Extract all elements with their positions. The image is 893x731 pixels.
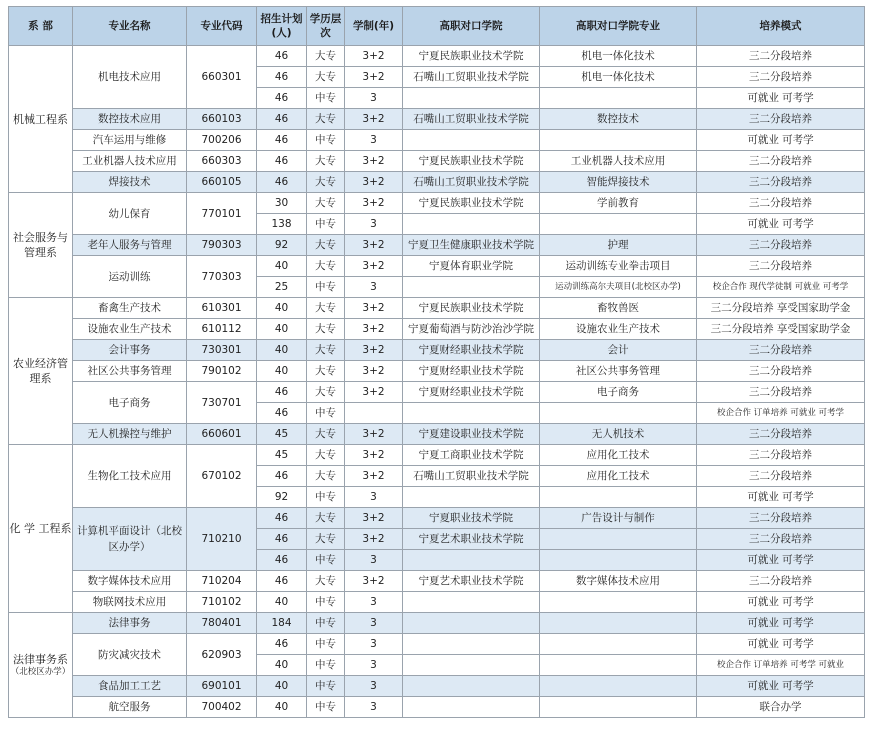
level-cell: 中专 [307,592,345,613]
years-cell: 3 [345,697,403,718]
major-code: 710102 [187,592,257,613]
level-cell: 大专 [307,235,345,256]
enrollment-table-container [8,6,865,718]
plan-cell: 45 [257,424,307,445]
major-name: 汽车运用与维修 [73,130,187,151]
years-cell: 3+2 [345,382,403,403]
college-major-cell: 数字媒体技术应用 [540,571,697,592]
mode-cell: 三二分段培养 [697,466,865,487]
major-code: 780401 [187,613,257,634]
level-cell: 中专 [307,403,345,424]
plan-cell: 46 [257,130,307,151]
level-cell: 大专 [307,382,345,403]
level-cell: 大专 [307,529,345,550]
header-dept: 系 部 [9,7,73,46]
college-major-cell: 运动训练高尔夫项目(北校区办学) [540,277,697,298]
mode-cell: 可就业 可考学 [697,676,865,697]
dept-note-law: （北校区办学） [10,667,71,677]
plan-cell: 46 [257,466,307,487]
mode-cell: 三二分段培养 [697,172,865,193]
college-major-cell [540,214,697,235]
major-name: 机电技术应用 [73,46,187,109]
mode-cell: 校企合作 订单培养 可考学 可就业 [697,655,865,676]
level-cell: 大专 [307,340,345,361]
college-major-cell [540,130,697,151]
mode-cell: 三二分段培养 [697,571,865,592]
table-row [9,151,865,172]
plan-cell: 46 [257,88,307,109]
college-cell: 宁夏葡萄酒与防沙治沙学院 [403,319,540,340]
plan-cell: 46 [257,571,307,592]
mode-cell: 校企合作 订单培养 可就业 可考学 [697,403,865,424]
header-plan: 招生计划(人) [257,7,307,46]
mode-cell: 可就业 可考学 [697,88,865,109]
major-name: 工业机器人技术应用 [73,151,187,172]
years-cell: 3+2 [345,424,403,445]
major-name: 数控技术应用 [73,109,187,130]
college-major-cell [540,88,697,109]
college-cell: 宁夏体育职业学院 [403,256,540,277]
level-cell: 中专 [307,634,345,655]
level-cell: 大专 [307,256,345,277]
college-cell: 宁夏建设职业技术学院 [403,424,540,445]
major-name: 焊接技术 [73,172,187,193]
level-cell: 大专 [307,172,345,193]
plan-cell: 92 [257,235,307,256]
college-cell [403,676,540,697]
mode-cell: 三二分段培养 [697,109,865,130]
college-cell [403,697,540,718]
college-cell: 宁夏艺术职业技术学院 [403,571,540,592]
plan-cell: 46 [257,46,307,67]
table-row [9,445,865,466]
years-cell: 3 [345,88,403,109]
mode-cell: 三二分段培养 [697,529,865,550]
college-cell: 宁夏财经职业技术学院 [403,382,540,403]
college-major-cell [540,529,697,550]
years-cell: 3+2 [345,298,403,319]
plan-cell: 40 [257,298,307,319]
major-code: 730701 [187,382,257,424]
years-cell: 3+2 [345,109,403,130]
mode-cell: 三二分段培养 享受国家助学金 [697,319,865,340]
mode-cell: 三二分段培养 享受国家助学金 [697,298,865,319]
header-college: 高职对口学院 [403,7,540,46]
college-major-cell: 无人机技术 [540,424,697,445]
plan-cell: 40 [257,256,307,277]
major-name: 法律事务 [73,613,187,634]
header-mode: 培养模式 [697,7,865,46]
college-cell: 石嘴山工贸职业技术学院 [403,466,540,487]
plan-cell: 40 [257,340,307,361]
major-code: 710204 [187,571,257,592]
mode-cell: 可就业 可考学 [697,550,865,571]
table-row [9,697,865,718]
college-major-cell: 工业机器人技术应用 [540,151,697,172]
level-cell: 中专 [307,655,345,676]
mode-cell: 三二分段培养 [697,67,865,88]
years-cell: 3 [345,655,403,676]
plan-cell: 46 [257,508,307,529]
college-major-cell [540,550,697,571]
major-code: 610301 [187,298,257,319]
plan-cell: 46 [257,67,307,88]
college-cell: 宁夏民族职业技术学院 [403,46,540,67]
major-code: 660303 [187,151,257,172]
plan-cell: 46 [257,151,307,172]
college-major-cell: 运动训练专业拳击项目 [540,256,697,277]
college-cell [403,130,540,151]
college-major-cell [540,634,697,655]
years-cell: 3+2 [345,361,403,382]
college-major-cell: 会计 [540,340,697,361]
plan-cell: 45 [257,445,307,466]
dept-cell-agri: 农业经济管理系 [9,298,73,445]
college-cell: 石嘴山工贸职业技术学院 [403,109,540,130]
mode-cell: 三二分段培养 [697,424,865,445]
plan-cell: 40 [257,592,307,613]
major-code: 660301 [187,46,257,109]
table-row [9,424,865,445]
years-cell: 3 [345,634,403,655]
years-cell: 3+2 [345,67,403,88]
level-cell: 中专 [307,487,345,508]
college-cell: 宁夏民族职业技术学院 [403,193,540,214]
years-cell: 3 [345,550,403,571]
years-cell: 3+2 [345,571,403,592]
years-cell: 3 [345,487,403,508]
mode-cell: 三二分段培养 [697,382,865,403]
header-college-major: 高职对口学院专业 [540,7,697,46]
plan-cell: 46 [257,634,307,655]
plan-cell: 40 [257,697,307,718]
major-code: 610112 [187,319,257,340]
level-cell: 中专 [307,613,345,634]
major-name: 会计事务 [73,340,187,361]
table-row [9,676,865,697]
college-major-cell: 机电一体化技术 [540,67,697,88]
college-major-cell: 数控技术 [540,109,697,130]
plan-cell: 46 [257,109,307,130]
plan-cell: 25 [257,277,307,298]
mode-cell: 联合办学 [697,697,865,718]
mode-cell: 可就业 可考学 [697,592,865,613]
plan-cell: 46 [257,382,307,403]
table-row [9,340,865,361]
major-name: 无人机操控与维护 [73,424,187,445]
college-major-cell: 护理 [540,235,697,256]
major-code: 770101 [187,193,257,235]
college-cell [403,655,540,676]
college-cell: 石嘴山工贸职业技术学院 [403,172,540,193]
major-name: 航空服务 [73,697,187,718]
level-cell: 中专 [307,697,345,718]
mode-cell: 三二分段培养 [697,193,865,214]
table-row [9,256,865,277]
years-cell: 3+2 [345,466,403,487]
years-cell: 3+2 [345,46,403,67]
mode-cell: 三二分段培养 [697,361,865,382]
table-row [9,571,865,592]
header-code: 专业代码 [187,7,257,46]
level-cell: 中专 [307,130,345,151]
level-cell: 大专 [307,424,345,445]
college-cell: 石嘴山工贸职业技术学院 [403,67,540,88]
table-row [9,613,865,634]
college-major-cell [540,613,697,634]
level-cell: 中专 [307,676,345,697]
level-cell: 大专 [307,571,345,592]
dept-cell-social: 社会服务与管理系 [9,193,73,298]
level-cell: 大专 [307,361,345,382]
mode-cell: 可就业 可考学 [697,613,865,634]
college-major-cell: 机电一体化技术 [540,46,697,67]
college-major-cell: 电子商务 [540,382,697,403]
mode-cell: 校企合作 现代学徒制 可就业 可考学 [697,277,865,298]
major-name: 数字媒体技术应用 [73,571,187,592]
college-major-cell [540,403,697,424]
college-major-cell: 设施农业生产技术 [540,319,697,340]
college-cell [403,214,540,235]
years-cell: 3+2 [345,529,403,550]
level-cell: 中专 [307,277,345,298]
table-row [9,382,865,403]
college-major-cell: 应用化工技术 [540,466,697,487]
level-cell: 大专 [307,151,345,172]
dept-label-law: 法律事务系 [13,653,68,666]
years-cell: 3 [345,277,403,298]
college-major-cell: 应用化工技术 [540,445,697,466]
plan-cell: 92 [257,487,307,508]
years-cell: 3 [345,676,403,697]
years-cell: 3 [345,592,403,613]
major-code: 690101 [187,676,257,697]
years-cell: 3 [345,214,403,235]
major-code: 700206 [187,130,257,151]
years-cell: 3+2 [345,445,403,466]
plan-cell: 184 [257,613,307,634]
mode-cell: 三二分段培养 [697,445,865,466]
years-cell: 3+2 [345,508,403,529]
plan-cell: 46 [257,550,307,571]
years-cell: 3+2 [345,193,403,214]
header-row [9,7,865,46]
level-cell: 大专 [307,445,345,466]
header-years: 学制(年) [345,7,403,46]
college-cell [403,550,540,571]
college-major-cell: 广告设计与制作 [540,508,697,529]
plan-cell: 40 [257,361,307,382]
table-row [9,298,865,319]
level-cell: 大专 [307,298,345,319]
mode-cell: 可就业 可考学 [697,487,865,508]
years-cell: 3 [345,130,403,151]
college-cell: 宁夏民族职业技术学院 [403,298,540,319]
college-major-cell: 学前教育 [540,193,697,214]
header-major: 专业名称 [73,7,187,46]
college-cell: 宁夏职业技术学院 [403,508,540,529]
plan-cell: 46 [257,172,307,193]
table-row [9,109,865,130]
major-name: 防灾减灾技术 [73,634,187,676]
years-cell: 3+2 [345,235,403,256]
mode-cell: 三二分段培养 [697,508,865,529]
major-code: 730301 [187,340,257,361]
level-cell: 大专 [307,67,345,88]
table-row [9,130,865,151]
college-cell: 宁夏民族职业技术学院 [403,151,540,172]
college-cell: 宁夏艺术职业技术学院 [403,529,540,550]
major-name: 食品加工工艺 [73,676,187,697]
mode-cell: 三二分段培养 [697,235,865,256]
table-row [9,319,865,340]
mode-cell: 三二分段培养 [697,46,865,67]
college-cell [403,487,540,508]
major-name: 幼儿保育 [73,193,187,235]
level-cell: 大专 [307,193,345,214]
college-cell: 宁夏财经职业技术学院 [403,361,540,382]
major-name: 设施农业生产技术 [73,319,187,340]
level-cell: 大专 [307,46,345,67]
major-name: 计算机平面设计（北校区办学） [73,508,187,571]
table-row [9,592,865,613]
level-cell: 大专 [307,466,345,487]
level-cell: 大专 [307,109,345,130]
major-code: 790303 [187,235,257,256]
mode-cell: 可就业 可考学 [697,634,865,655]
plan-cell: 30 [257,193,307,214]
college-cell [403,634,540,655]
level-cell: 中专 [307,550,345,571]
college-cell: 宁夏卫生健康职业技术学院 [403,235,540,256]
major-name: 运动训练 [73,256,187,298]
college-major-cell [540,655,697,676]
level-cell: 大专 [307,508,345,529]
plan-cell: 40 [257,676,307,697]
years-cell: 3+2 [345,151,403,172]
years-cell [345,403,403,424]
table-row [9,634,865,655]
table-row [9,235,865,256]
header-level: 学历层次 [307,7,345,46]
table-row [9,172,865,193]
major-name: 畜禽生产技术 [73,298,187,319]
major-code: 660601 [187,424,257,445]
college-major-cell: 畜牧兽医 [540,298,697,319]
college-major-cell [540,697,697,718]
table-row [9,361,865,382]
major-code: 790102 [187,361,257,382]
major-code: 670102 [187,445,257,508]
years-cell: 3+2 [345,319,403,340]
years-cell: 3+2 [345,256,403,277]
major-name: 老年人服务与管理 [73,235,187,256]
mode-cell: 可就业 可考学 [697,130,865,151]
dept-cell-law [9,613,73,718]
major-name: 社区公共事务管理 [73,361,187,382]
major-code: 770303 [187,256,257,298]
table-row [9,193,865,214]
level-cell: 中专 [307,214,345,235]
college-major-cell [540,592,697,613]
table-row [9,46,865,67]
level-cell: 中专 [307,88,345,109]
level-cell: 大专 [307,319,345,340]
college-cell [403,403,540,424]
enrollment-plan-table [8,6,865,718]
major-code: 710210 [187,508,257,571]
major-name: 物联网技术应用 [73,592,187,613]
college-cell [403,277,540,298]
major-code: 660105 [187,172,257,193]
college-major-cell [540,676,697,697]
college-cell: 宁夏工商职业技术学院 [403,445,540,466]
college-cell [403,592,540,613]
plan-cell: 46 [257,403,307,424]
college-cell [403,88,540,109]
table-row [9,508,865,529]
major-name: 电子商务 [73,382,187,424]
college-cell: 宁夏财经职业技术学院 [403,340,540,361]
college-cell [403,613,540,634]
major-code: 660103 [187,109,257,130]
mode-cell: 三二分段培养 [697,256,865,277]
plan-cell: 138 [257,214,307,235]
plan-cell: 46 [257,529,307,550]
plan-cell: 40 [257,319,307,340]
major-name: 生物化工技术应用 [73,445,187,508]
mode-cell: 三二分段培养 [697,151,865,172]
dept-cell-mech: 机械工程系 [9,46,73,193]
years-cell: 3+2 [345,340,403,361]
college-major-cell [540,487,697,508]
years-cell: 3+2 [345,172,403,193]
mode-cell: 三二分段培养 [697,340,865,361]
plan-cell: 40 [257,655,307,676]
major-code: 620903 [187,634,257,676]
major-code: 700402 [187,697,257,718]
mode-cell: 可就业 可考学 [697,214,865,235]
years-cell: 3 [345,613,403,634]
dept-cell-chem: 化 学 工程系 [9,445,73,613]
college-major-cell: 社区公共事务管理 [540,361,697,382]
college-major-cell: 智能焊接技术 [540,172,697,193]
